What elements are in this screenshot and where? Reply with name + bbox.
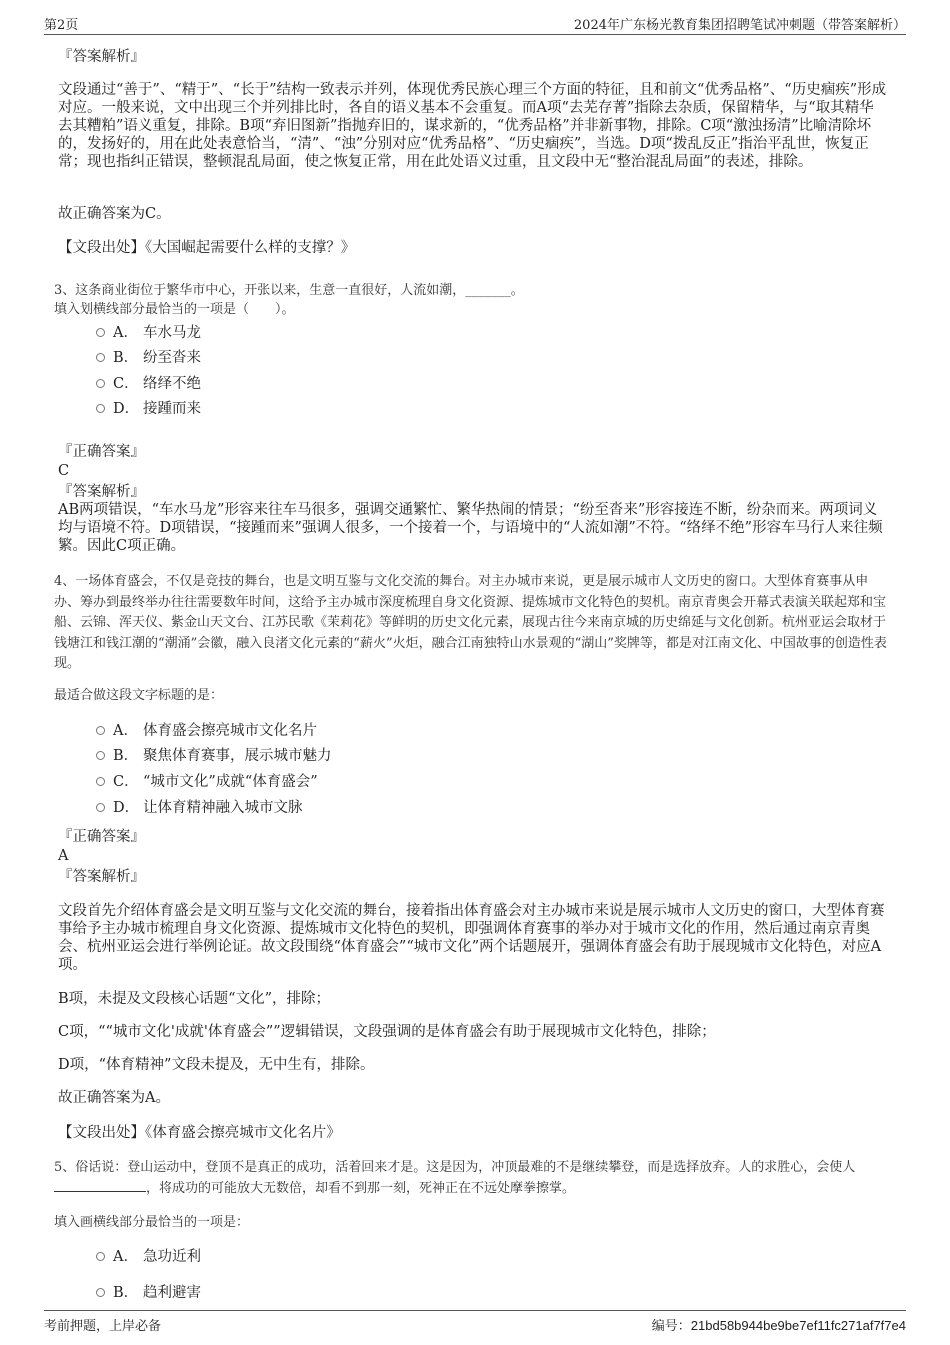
q5-blank	[54, 1179, 146, 1192]
footer-slogan: 考前押题，上岸必备	[44, 1319, 162, 1334]
q4-source: 【文段出处】《体育盛会擦亮城市文化名片》	[58, 1125, 341, 1141]
q5-stem: 5、俗话说：登山运动中，登顶不是真正的成功，活着回来才是。这是因为，冲顶最难的不是继续攀登，而是选择放弃。人的求胜心，会使人 ，将成功的可能放大无数倍，却看不到那一刻，死神正在不远处摩拳擦掌。	[54, 1160, 856, 1196]
q4-analysis: 文段首先介绍体育盛会是文明互鉴与文化交流的舞台，接着指出体育盛会对主办城市来说是展示城市人文历史的窗口，大型体育赛事给予主办城市梳理自身文化资源、提炼城市文化特色的契机，即强调体育赛事的举办对于城市文化的作用，然后通过南京青奥会、杭州亚运会进行举例论证。故文段围绕“体育盛会”“城市文化”两个话题展开，强调体育盛会有助于展现城市文化特色，对应A项。	[58, 903, 885, 973]
q3-option-a[interactable]: A． 车水马龙	[96, 323, 201, 343]
q4-analysis-label: 『答案解析』	[58, 869, 145, 885]
q2-analysis-label: 『答案解析』	[58, 49, 145, 65]
q3-answer-label: 『正确答案』	[58, 444, 145, 460]
q3-answer: C	[58, 463, 70, 479]
q4-prompt: 最适合做这段文字标题的是：	[54, 688, 224, 703]
radio-icon[interactable]	[96, 1288, 105, 1297]
q4-option-c[interactable]: C． “城市文化”成就“体育盛会”	[96, 772, 318, 792]
q4-answer-label: 『正确答案』	[58, 829, 145, 845]
radio-icon[interactable]	[96, 379, 105, 388]
q3-stem: 3、这条商业街位于繁华市中心，开张以来，生意一直很好，人流如潮，_______。	[54, 283, 524, 298]
q4-stem: 4、一场体育盛会，不仅是竞技的舞台，也是文明互鉴与文化交流的舞台。对主办城市来说，更是展示城市人文历史的窗口。大型体育赛事从申办、筹办到最终举办往往需要数年时间，这给予主办城市深度梳理自身文化资源、提炼城市文化特色的契机。南京青奥会开幕式表演关联起郑和宝船、云锦、浑天仪、紫金山天文台、江苏民歌《茉莉花》等鲜明的历史文化元素，展现古往今来南京城的历史绵延与文化创新。杭州亚运会取材于钱塘江和钱江潮的“潮涌”会徽，融入良渚文化元素的“薪火”火炬，融合江南独特山水景观的“湖山”奖牌等，都是对江南文化、中国故事的创造性表现。	[54, 574, 887, 671]
q2-conclusion: 故正确答案为C。	[58, 206, 171, 222]
page-number: 第2页	[44, 18, 79, 33]
page-footer	[44, 1310, 906, 1333]
q5-prompt: 填入画横线部分最恰当的一项是：	[54, 1215, 250, 1230]
radio-icon[interactable]	[96, 1252, 105, 1261]
document-code: 编号：21bd58b944be9be7ef11fc271af7f7e4	[651, 1318, 906, 1333]
page-header	[44, 12, 906, 35]
q3-analysis: AB两项错误，“车水马龙”形容来往车马很多，强调交通繁忙、繁华热闹的情景；“纷至沓来”形容接连不断，纷杂而来。两项词义均与语境不符。D项错误，“接踵而来”强调人很多，一个接着一个，与语境中的“人流如潮”不符。“络绎不绝”形容车马行人来往频繁。因此C项正确。	[58, 502, 883, 554]
radio-icon[interactable]	[96, 404, 105, 413]
q3-option-b[interactable]: B． 纷至沓来	[96, 348, 201, 368]
radio-icon[interactable]	[96, 777, 105, 786]
q5-option-a[interactable]: A． 急功近利	[96, 1247, 201, 1267]
radio-icon[interactable]	[96, 803, 105, 812]
q4-analysis-c: C项，““城市文化'成就'体育盛会””逻辑错误，文段强调的是体育盛会有助于展现城市文化特色，排除；	[58, 1024, 716, 1040]
q4-answer: A	[58, 848, 69, 864]
q2-analysis: 文段通过“善于”、“精于”、“长于”结构一致表示并列，体现优秀民族心理三个方面的特征，且和前文“优秀品格”、“历史痼疾”形成对应。一般来说，文中出现三个并列排比时，各自的语义基本不会重复。而A项“去芜存菁”指除去杂质，保留精华，与“取其精华去其糟粕”语义重复，排除。B项“弃旧图新”指抛弃旧的，谋求新的，“优秀品格”并非新事物，排除。C项“激浊扬清”比喻清除坏的，发扬好的，用在此处表意恰当，“清”、“浊”分别对应“优秀品格”、“历史痼疾”，当选。D项“拨乱反正”指治平乱世，恢复正常；现也指纠正错误，整顿混乱局面，使之恢复正常，用在此处语义过重，且文段中无“整治混乱局面”的表述，排除。	[58, 82, 887, 170]
radio-icon[interactable]	[96, 328, 105, 337]
radio-icon[interactable]	[96, 751, 105, 760]
q5-option-b[interactable]: B． 趋利避害	[96, 1283, 201, 1303]
radio-icon[interactable]	[96, 726, 105, 735]
q4-option-b[interactable]: B． 聚焦体育赛事，展示城市魅力	[96, 746, 332, 766]
q2-source: 【文段出处】《大国崛起需要什么样的支撑？》	[58, 240, 356, 256]
q4-analysis-d: D项，“体育精神”文段未提及，无中生有，排除。	[58, 1057, 375, 1073]
q3-prompt: 填入划横线部分最恰当的一项是（ ）。	[54, 302, 295, 317]
q4-analysis-b: B项，未提及文段核心话题“文化”，排除；	[58, 991, 330, 1007]
q3-option-c[interactable]: C． 络绎不绝	[96, 374, 201, 394]
q4-option-a[interactable]: A． 体育盛会擦亮城市文化名片	[96, 721, 317, 741]
q3-option-d[interactable]: D． 接踵而来	[96, 399, 201, 419]
document-title: 2024年广东杨光教育集团招聘笔试冲刺题（带答案解析）	[573, 18, 906, 33]
q4-option-d[interactable]: D． 让体育精神融入城市文脉	[96, 798, 303, 818]
q3-analysis-label: 『答案解析』	[58, 484, 145, 500]
radio-icon[interactable]	[96, 353, 105, 362]
q4-conclusion: 故正确答案为A。	[58, 1090, 170, 1106]
